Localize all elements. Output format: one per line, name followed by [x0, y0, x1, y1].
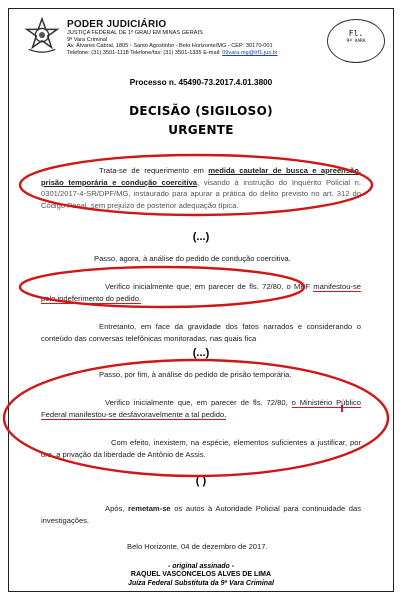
document-subtitle: URGENTE — [168, 123, 234, 137]
p6-pre: Verifico inicialmente que, em parecer de fls. 72/80, — [105, 398, 292, 407]
p3-pre: Verifico inicialmente que, em parecer de fls. 72/80, o MPF — [105, 282, 314, 291]
paragraph-request — [41, 165, 361, 211]
paragraph-coercive: Passo, agora, à análise do pedido de condução coercitiva. — [94, 254, 291, 263]
ellipsis-1: (...) — [192, 231, 210, 243]
process-number: Processo n. 45490-73.2017.4.01.3800 — [129, 78, 273, 87]
court-email-link[interactable]: 09vara.mg@trf1.jus.br — [222, 49, 278, 56]
stamp-fl: Fl. — [348, 29, 364, 38]
court-phone: Telefone: (31) 3501-1118 Telefone/fax: (31) 3501-1335 E-mail: — [67, 49, 223, 56]
p4-text: Entretanto, em face da gravidade dos fatos narrados e considerando o conteúdo das conversas telefônicas monitoradas, nas quais fica — [41, 322, 361, 343]
signature-name: RAQUEL VASCONCELOS ALVES DE LIMA — [130, 571, 272, 579]
paragraph-however — [41, 321, 361, 344]
court-contacts — [67, 50, 278, 57]
signature-block — [9, 563, 393, 588]
paragraph-mpf-unfavorable — [41, 397, 361, 420]
paragraph-insufficient — [41, 437, 361, 460]
ellipsis-3: ( ) — [195, 475, 207, 487]
stamp-vara: 9ª VARA — [346, 39, 366, 44]
p1-pre: Trata-se de requerimento em — [99, 166, 209, 175]
p8-post: os autos à Autoridade Policial para continuidade das investigações. — [41, 504, 362, 525]
p7-text: Com efeito, inexistem, na espécie, elementos suficientes a justificar, por ora, a privação da liberdade de Antônio de Assis. — [41, 438, 361, 459]
brazil-coat-of-arms-icon — [23, 17, 61, 55]
document-page — [8, 8, 394, 592]
paragraph-mpf-opinion — [41, 281, 361, 304]
vara-name: 9ª Vara Criminal — [67, 36, 108, 43]
p8-pre: Após, — [105, 504, 129, 513]
p1-rest: , visando à instrução do Inquérito Policial n. 0301/2017-4-SR/DPF/MG, instaurado para apurar a prática do delito previsto no art. 312 do Código Penal, sem prejuízo de posterior adequação típica. — [41, 177, 361, 210]
letterhead-text — [67, 19, 278, 56]
document-title: DECISÃO (SIGILOSO) — [129, 104, 273, 118]
paragraph-remit — [41, 503, 361, 526]
p1-bold: medida cautelar de busca e apreensão, prisão temporária e condução coercitiva — [41, 166, 362, 187]
signature-original: - original assinado - — [167, 563, 235, 570]
p3-underlined: manifestou-se pelo indeferimento do pedido. — [41, 282, 361, 303]
institution-title: PODER JUDICIÁRIO — [67, 19, 167, 30]
signature-role: Juíza Federal Substituta da 9ª Vara Criminal — [128, 579, 274, 587]
p8-bold: remetam-se — [128, 504, 171, 513]
date-line: Belo Horizonte, 04 de dezembro de 2017. — [127, 542, 268, 551]
page-stamp — [327, 19, 385, 63]
ellipsis-2: (...) — [192, 347, 210, 359]
paragraph-temporary-arrest: Passo, por fim, à análise do pedido de prisão temporária. — [99, 370, 292, 379]
p6-underlined: o Ministério Público Federal manifestou-se desfavoravelmente a tal pedido. — [41, 398, 362, 419]
letterhead — [9, 9, 393, 69]
court-address: Av. Álvares Cabral, 1805 - Santo Agostinho - Belo Horizonte/MG - CEP: 30170-001 — [67, 43, 273, 50]
court-name: JUSTIÇA FEDERAL DE 1º GRAU EM MINAS GERAIS — [67, 30, 203, 36]
